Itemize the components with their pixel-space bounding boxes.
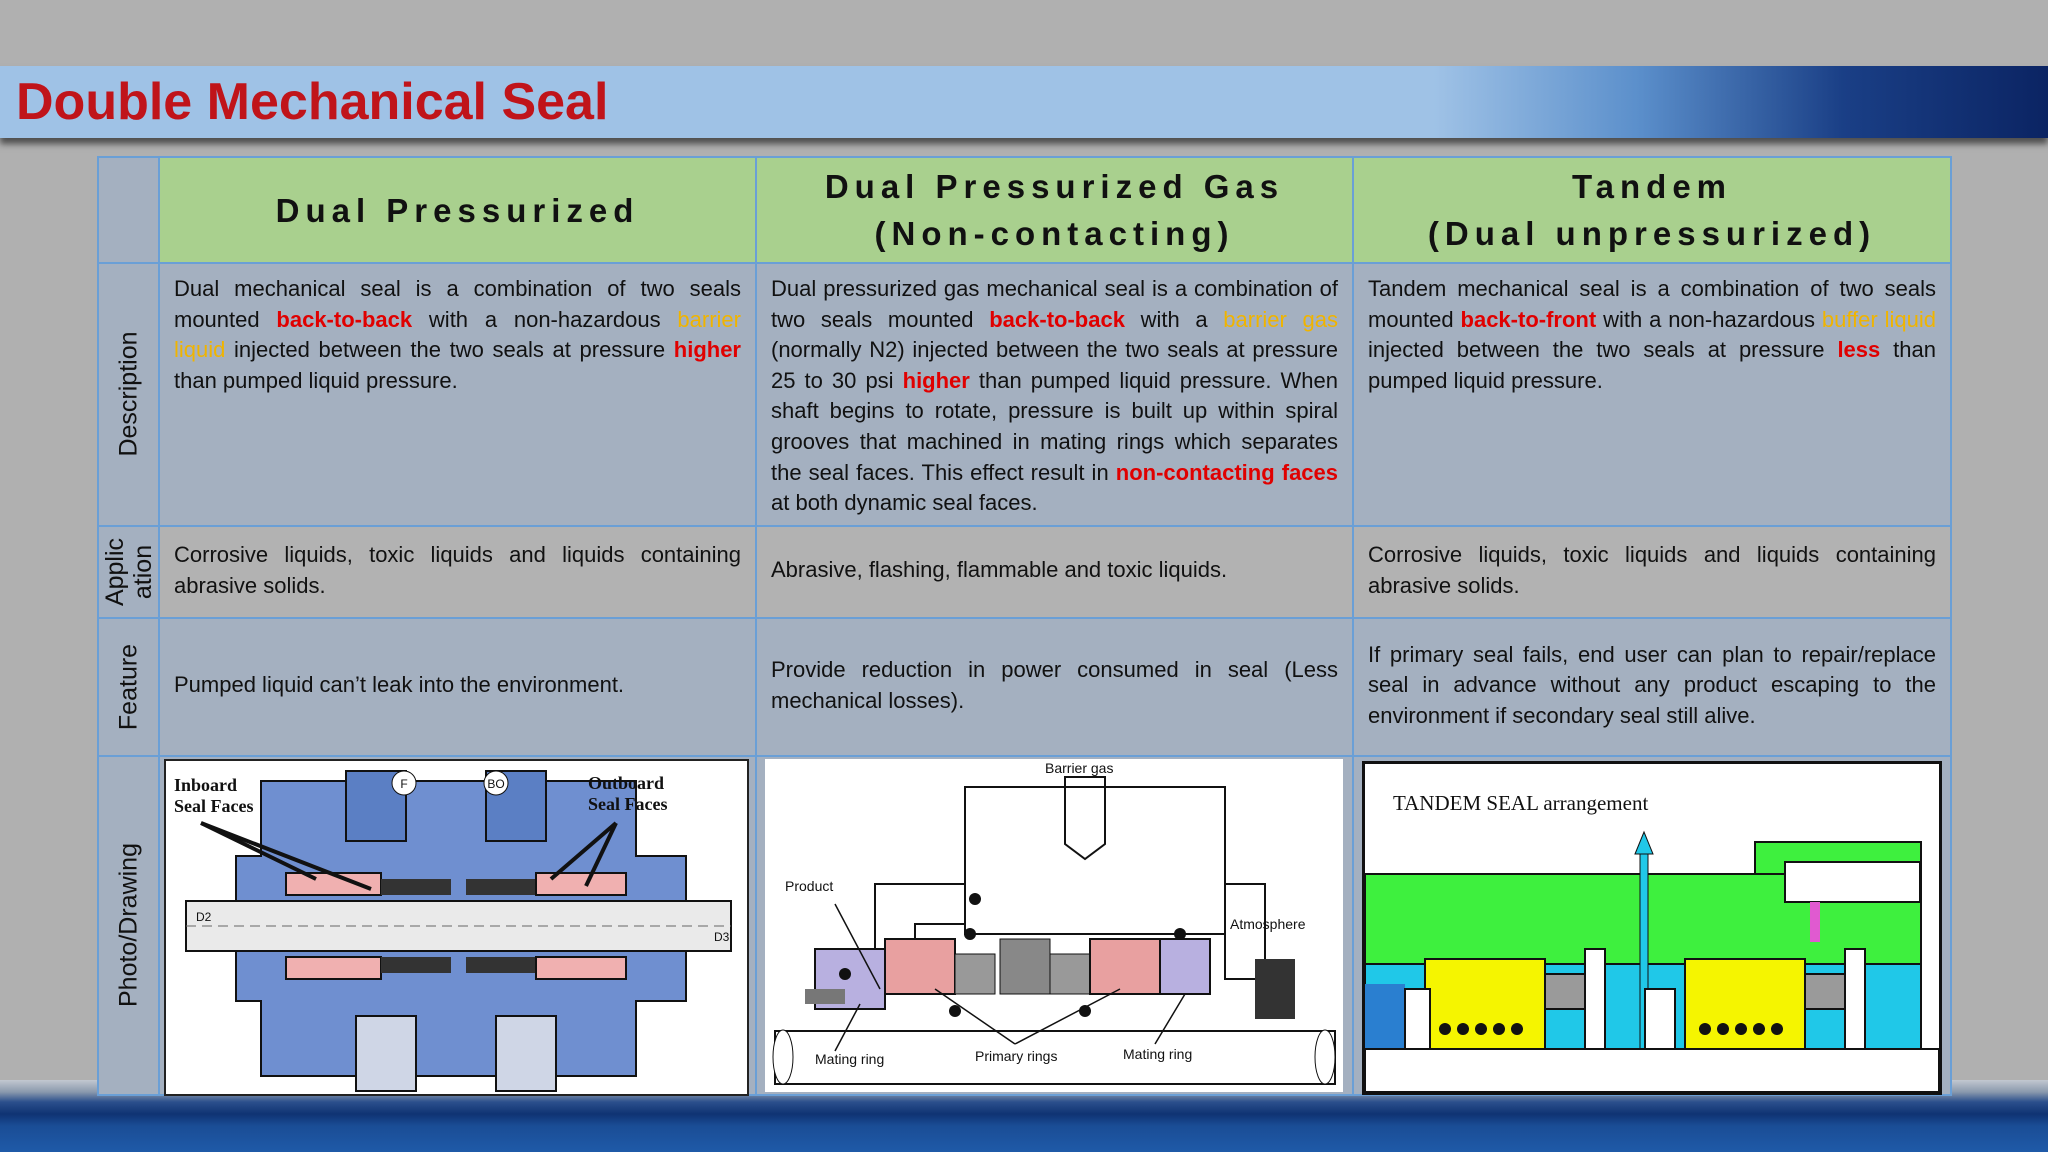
tandem-caption: TANDEM SEAL arrangement (1393, 790, 1649, 815)
primary-rings-label: Primary rings (975, 1047, 1058, 1064)
barrier-gas-label: Barrier gas (1045, 759, 1114, 776)
dual-pressurized-drawing (164, 759, 749, 1096)
mating-ring-left-label: Mating ring (815, 1050, 885, 1067)
slide-title: Double Mechanical Seal (16, 73, 609, 131)
row-label-feature (98, 618, 159, 756)
photo-tandem (1353, 756, 1951, 1095)
row-label-application (98, 526, 159, 618)
application-dual-pressurized-gas: Abrasive, flashing, flammable and toxic liquids. (756, 526, 1353, 618)
feature-dual-pressurized: Pumped liquid can’t leak into the environment. (159, 618, 756, 756)
description-dual-pressurized-gas: Dual pressurized gas mechanical seal is a combination of two seals mounted back-to-back with a barrier gas (normally N2) injected between the two seals at pressure 25 to 30 psi higher than pumped liquid pressure. When shaft begins to rotate, pressure is built up within spiral grooves that machined in mating rings which separates the seal faces. This effect result in non-contacting faces at both dynamic seal faces. (756, 263, 1353, 526)
comparison-table (97, 156, 1952, 1096)
gas-seal-drawing (765, 759, 1343, 1092)
outboard-label: Outboard (588, 772, 665, 793)
row-label-text: Feature (114, 643, 142, 730)
mating-ring-right-label: Mating ring (1123, 1045, 1193, 1062)
header-tandem (1353, 157, 1951, 263)
row-label-text: Description (114, 331, 142, 457)
atmosphere-label: Atmosphere (1230, 915, 1306, 932)
row-label-photo (98, 756, 159, 1095)
tag-bo: BO (487, 776, 505, 791)
feature-dual-pressurized-gas: Provide reduction in power consumed in seal (Less mechanical losses). (756, 618, 1353, 756)
header-text: Dual Pressurized (275, 191, 640, 229)
row-label-description (98, 263, 159, 526)
header-subtext: (Non-contacting) (874, 215, 1235, 252)
photo-dual-pressurized-gas (756, 756, 1353, 1095)
header-text: Dual Pressurized Gas (824, 168, 1285, 205)
product-label: Product (785, 877, 834, 894)
description-dual-pressurized: Dual mechanical seal is a combination of two seals mounted back-to-back with a non-hazardous barrier liquid injected between the two seals at pressure higher than pumped liquid pressure. (159, 263, 756, 526)
dim-right: D3 (714, 929, 730, 944)
inboard-label: Inboard (174, 774, 238, 795)
tandem-seal-drawing (1362, 761, 1942, 1095)
header-dual-pressurized-gas (756, 157, 1353, 263)
dim-left: D2 (196, 909, 212, 924)
row-label-text: Photo/Drawing (114, 843, 142, 1008)
application-dual-pressurized: Corrosive liquids, toxic liquids and liquids containing abrasive solids. (159, 526, 756, 618)
corner-cell (98, 157, 159, 263)
photo-dual-pressurized (159, 756, 756, 1095)
header-dual-pressurized (159, 157, 756, 263)
outboard-label-2: Seal Faces (588, 793, 668, 814)
application-tandem: Corrosive liquids, toxic liquids and liquids containing abrasive solids. (1353, 526, 1951, 618)
feature-tandem: If primary seal fails, end user can plan to repair/replace seal in advance without any product escaping to the environment if secondary seal still alive. (1353, 618, 1951, 756)
tag-f: F (400, 776, 408, 791)
header-text: Tandem (1571, 168, 1733, 205)
header-subtext: (Dual unpressurized) (1427, 215, 1877, 252)
description-tandem: Tandem mechanical seal is a combination of two seals mounted back-to-front with a non-hazardous buffer liquid injected between the two seals at pressure less than pumped liquid pressure. (1353, 263, 1951, 526)
inboard-label-2: Seal Faces (174, 795, 254, 816)
row-label-text: Applic ation (100, 537, 157, 606)
